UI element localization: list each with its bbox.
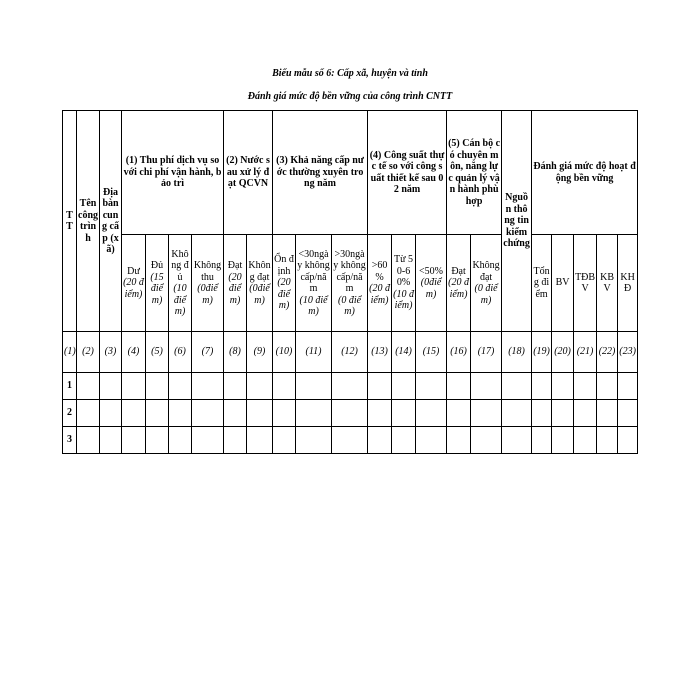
data-cell[interactable] [447,400,471,427]
subheader-label: Đủ [150,260,164,271]
column-number: (8) [224,332,247,373]
data-cell[interactable] [597,400,618,427]
subheader-points: (10 điểm) [173,283,187,317]
data-cell[interactable] [471,373,502,400]
column-number: (4) [122,332,146,373]
data-cell[interactable] [332,373,368,400]
subheader-label: Không đủ [171,248,189,283]
column-number: (2) [77,332,100,373]
subheader-label: Không đạt [248,260,271,283]
subheader-cell [447,235,471,332]
column-number: (7) [192,332,224,373]
header-tt: TT [63,111,77,332]
data-cell[interactable] [100,400,122,427]
subheader-points: (20 điểm) [228,271,242,306]
data-cell[interactable] [296,400,332,427]
data-cell[interactable] [247,373,273,400]
data-cell[interactable] [368,427,392,454]
data-cell[interactable] [552,427,574,454]
column-number: (6) [169,332,192,373]
subheader-cell [296,235,332,332]
subheader-label: Đạt [227,260,243,271]
header-dia-ban: Địa bàn cung cấp (xã) [100,111,122,332]
data-cell[interactable] [416,427,447,454]
data-cell[interactable] [273,400,296,427]
data-cell[interactable] [146,400,169,427]
column-number: (17) [471,332,502,373]
column-number: (18) [502,332,532,373]
subheader-points: (0 điểm) [338,294,362,317]
column-number: (9) [247,332,273,373]
data-cell[interactable] [296,427,332,454]
data-cell[interactable] [368,400,392,427]
danh-gia-subheader: KBV [597,235,618,332]
subheader-cell [273,235,296,332]
data-cell[interactable] [597,427,618,454]
subheader-points: (0điểm) [197,283,218,306]
subheader-points: (20 điểm) [123,277,144,300]
header-nguon: Nguồn thông tin kiểm chứng [502,111,532,332]
data-cell[interactable] [296,373,332,400]
subheader-points: (0 điểm) [474,283,498,306]
subheader-cell [169,235,192,332]
data-cell[interactable] [77,373,100,400]
data-cell[interactable] [368,373,392,400]
data-cell[interactable] [169,373,192,400]
column-number: (22) [597,332,618,373]
form-title: Biểu mẫu số 6: Cấp xã, huyện và tỉnh [272,68,428,79]
header-group-3: (3) Khả năng cấp nước thường xuyên trong năm [273,111,368,235]
column-number: (10) [273,332,296,373]
subheader-label: <30ngày không cấp/năm [297,248,330,294]
data-cell[interactable] [332,427,368,454]
column-number: (21) [574,332,597,373]
data-cell[interactable] [552,373,574,400]
subheader-cell [192,235,224,332]
subheader-points: (15 điểm) [150,271,164,306]
subheader-points: (0điểm) [420,277,442,300]
column-number: (12) [332,332,368,373]
subheader-cell [392,235,416,332]
data-cell[interactable] [192,400,224,427]
row-number: 3 [63,427,77,454]
data-cell[interactable] [146,427,169,454]
subheader-points: (20 điểm) [369,283,390,306]
data-cell[interactable] [122,400,146,427]
subheader-label: Không đạt [472,260,500,283]
form-subtitle: Đánh giá mức độ bền vững của công trình CNTT [247,91,453,102]
data-cell[interactable] [502,373,532,400]
column-number: (16) [447,332,471,373]
data-cell[interactable] [224,373,247,400]
subheader-cell [471,235,502,332]
data-cell[interactable] [247,400,273,427]
subheader-label: Đạt [451,265,466,277]
data-cell[interactable] [122,373,146,400]
header-group-1: (1) Thu phí dịch vụ so với chi phí vận hành, bảo trì [122,111,224,235]
data-cell[interactable] [416,373,447,400]
data-cell[interactable] [597,373,618,400]
data-cell[interactable] [169,427,192,454]
data-cell[interactable] [502,427,532,454]
data-cell[interactable] [392,400,416,427]
data-cell[interactable] [273,427,296,454]
subheader-label: >60 % [371,260,388,283]
subheader-points: (10 điểm) [393,288,414,312]
data-cell[interactable] [552,400,574,427]
column-number: (5) [146,332,169,373]
data-cell[interactable] [471,427,502,454]
data-cell[interactable] [332,400,368,427]
column-number: (14) [392,332,416,373]
data-cell[interactable] [100,373,122,400]
column-number: (13) [368,332,392,373]
row-number: 1 [63,373,77,400]
data-cell[interactable] [192,427,224,454]
column-number: (11) [296,332,332,373]
data-cell[interactable] [392,373,416,400]
data-cell[interactable] [618,427,638,454]
column-number: (20) [552,332,574,373]
data-cell[interactable] [574,373,597,400]
column-number: (3) [100,332,122,373]
header-group-5: (5) Cán bộ có chuyên môn, năng lực quản lý vận hành phù hợp [447,111,502,235]
data-cell[interactable] [122,427,146,454]
subheader-cell [416,235,447,332]
subheader-points: (20 điểm) [448,277,469,300]
column-number: (15) [416,332,447,373]
subheader-cell [368,235,392,332]
data-cell[interactable] [471,400,502,427]
table-row [63,400,638,427]
subheader-label: Ổn định [274,254,294,277]
header-group-4: (4) Công suất thực tế so với công suất thiết kế sau 02 năm [368,111,447,235]
data-cell[interactable] [502,400,532,427]
data-cell[interactable] [247,427,273,454]
data-cell[interactable] [392,427,416,454]
data-cell[interactable] [224,400,247,427]
row-number: 2 [63,400,77,427]
subheader-label: >30ngày không cấp/năm [333,248,366,294]
subheader-cell [224,235,247,332]
subheader-label: Không thu [193,260,222,283]
data-cell[interactable] [574,400,597,427]
data-cell[interactable] [447,427,471,454]
subheader-points: (20 điểm) [277,277,291,312]
subheader-cell [122,235,146,332]
column-number: (19) [532,332,552,373]
data-cell[interactable] [77,427,100,454]
danh-gia-subheader: TĐBV [574,235,597,332]
subheader-points: (10 điểm) [299,294,328,317]
subheader-label: <50% [419,265,444,277]
data-cell[interactable] [273,373,296,400]
data-cell[interactable] [100,427,122,454]
subheader-points: (0điểm) [249,283,270,306]
column-number: (23) [618,332,638,373]
data-cell[interactable] [618,400,638,427]
subheader-label: Từ 50-60% [394,254,414,289]
subheader-cell [146,235,169,332]
data-cell[interactable] [77,400,100,427]
subheader-label: Dư [127,265,140,277]
danh-gia-subheader: KHĐ [618,235,638,332]
danh-gia-subheader: Tổng điểm [532,235,552,332]
data-cell[interactable] [416,400,447,427]
data-cell[interactable] [447,373,471,400]
data-cell[interactable] [618,373,638,400]
header-danh-gia: Đánh giá mức độ hoạt động bền vững [532,111,638,235]
header-group-2: (2) Nước sau xử lý đạt QCVN [224,111,273,235]
subheader-cell [247,235,273,332]
data-cell[interactable] [192,373,224,400]
data-cell[interactable] [224,427,247,454]
data-cell[interactable] [169,400,192,427]
assessment-table [62,110,638,454]
data-cell[interactable] [146,373,169,400]
data-cell[interactable] [532,400,552,427]
subheader-cell [332,235,368,332]
table-row [63,427,638,454]
data-cell[interactable] [574,427,597,454]
data-cell[interactable] [532,373,552,400]
header-ten-cong-trinh: Tên công trình [77,111,100,332]
column-number: (1) [63,332,77,373]
danh-gia-subheader: BV [552,235,574,332]
table-row [63,373,638,400]
data-cell[interactable] [532,427,552,454]
